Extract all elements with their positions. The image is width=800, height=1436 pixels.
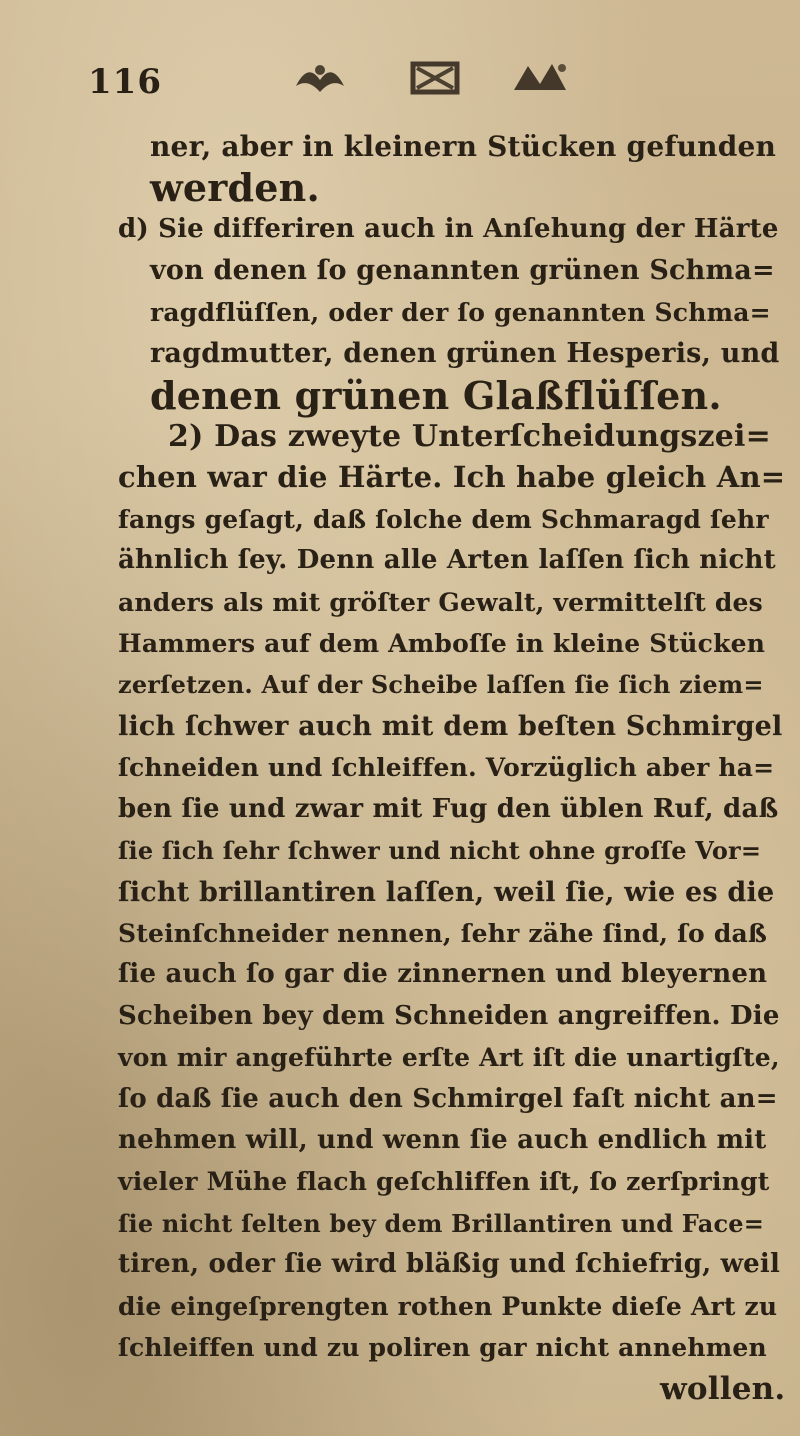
text-line: ſie ſich ſehr ſchwer und nicht ohne groſſe Vor= — [118, 836, 762, 866]
text-line: von mir angeführte erſte Art iſt die unartigſte, — [118, 1043, 780, 1073]
text-line: ſchneiden und ſchleiffen. Vorzüglich aber ha= — [118, 753, 775, 783]
text-line: ben ſie und zwar mit Fug den üblen Ruf, daß — [118, 793, 779, 824]
text-line: von denen ſo genannten grünen Schma= — [150, 255, 775, 287]
text-line: ſie auch ſo gar die zinnernen und bleyernen — [118, 959, 768, 990]
text-line: ragdflüſſen, oder der ſo genannten Schma= — [150, 297, 771, 327]
text-line: ähnlich ſey. Denn alle Arten laſſen ſich nicht — [118, 545, 776, 576]
text-line: werden. — [150, 165, 320, 211]
text-line: lich ſchwer auch mit dem beſten Schmirgel — [118, 710, 783, 742]
text-line: anders als mit gröſter Gewalt, vermittelſt des — [118, 587, 763, 617]
text-line: ragdmutter, denen grünen Hesperis, und — [150, 338, 780, 370]
text-line: nehmen will, und wenn ſie auch endlich mit — [118, 1125, 767, 1156]
text-line: chen war die Härte. Ich habe gleich An= — [118, 460, 786, 495]
text-line: vieler Mühe flach geſchliffen iſt, ſo zerſpringt — [118, 1167, 770, 1197]
text-line: zerſetzen. Auf der Scheibe laſſen ſie ſich ziem= — [118, 670, 764, 700]
text-line: Scheiben bey dem Schneiden angreiffen. Die — [118, 1000, 780, 1031]
text-line: tiren, oder ſie wird bläßig und ſchiefrig, weil — [118, 1249, 781, 1280]
text-line: ſchleiffen und zu poliren gar nicht annehmen — [118, 1333, 767, 1363]
text-line: Hammers auf dem Amboſſe in kleine Stücken — [118, 629, 766, 659]
text-line: Steinſchneider nennen, ſehr zähe ſind, ſo daß — [118, 918, 768, 948]
text-line: fangs geſagt, daß ſolche dem Schmaragd ſehr — [118, 504, 769, 534]
text-line: denen grünen Glaßflüſſen. — [150, 372, 722, 418]
text-line: ner, aber in kleinern Stücken gefunden — [150, 130, 777, 163]
text-line: ſo daß ſie auch den Schmirgel faſt nicht an= — [118, 1083, 778, 1114]
page-number: 116 — [88, 62, 162, 102]
text-line: 2) Das zweyte Unterſcheidungszei= — [168, 418, 771, 454]
text-line: d) Sie differiren auch in Anſehung der Härte — [118, 213, 779, 244]
text-line: wollen. — [660, 1370, 786, 1407]
text-line: ſicht brillantiren laſſen, weil ſie, wie es die — [118, 876, 775, 908]
text-line: ſie nicht ſelten bey dem Brillantiren und Face= — [118, 1208, 765, 1238]
text-line: die eingeſprengten rothen Punkte dieſe Art zu — [118, 1291, 778, 1321]
